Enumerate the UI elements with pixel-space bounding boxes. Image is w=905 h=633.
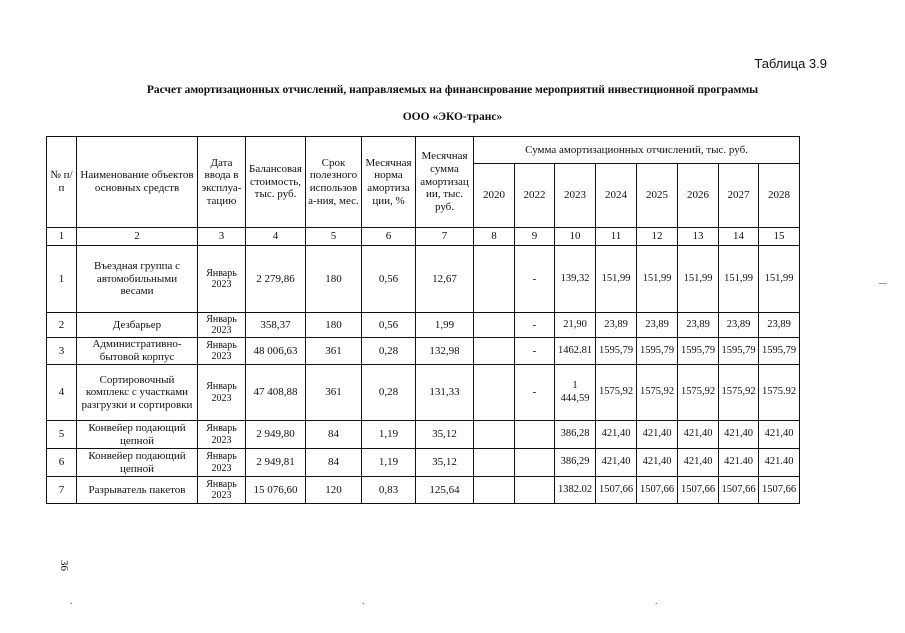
cell-term: 84 <box>306 449 362 477</box>
cell-monthly: 132,98 <box>416 338 474 365</box>
cell-y2025: 23,89 <box>637 313 678 338</box>
cell-y2025: 421,40 <box>637 421 678 449</box>
header-sum-group: Сумма амортизационных отчислений, тыс. руб. <box>474 137 800 164</box>
table-row <box>47 477 800 504</box>
cell-y2026: 421,40 <box>678 421 719 449</box>
cell-y2025: 1595,79 <box>637 338 678 365</box>
cell-date: Январь 2023 <box>198 365 246 421</box>
column-number: 2 <box>77 228 198 246</box>
cell-date: Январь 2023 <box>198 449 246 477</box>
cell-balance: 2 279,86 <box>246 246 306 313</box>
column-number: 14 <box>719 228 759 246</box>
cell-y2025: 151,99 <box>637 246 678 313</box>
cell-y2022: - <box>515 338 555 365</box>
cell-y2028: 151,99 <box>759 246 800 313</box>
cell-rate: 0,28 <box>362 338 416 365</box>
cell-y2020 <box>474 338 515 365</box>
cell-num: 5 <box>47 421 77 449</box>
header-year: 2020 <box>474 164 515 228</box>
cell-y2026: 1575,92 <box>678 365 719 421</box>
cell-y2024: 421,40 <box>596 421 637 449</box>
company-name: ООО «ЭКО-транс» <box>402 111 503 123</box>
cell-y2020 <box>474 313 515 338</box>
cell-y2028: 1575.92 <box>759 365 800 421</box>
cell-y2023: 1 444,59 <box>555 365 596 421</box>
scan-mark <box>879 283 887 284</box>
header-date: Дата ввода в эксплуа-тацию <box>198 137 246 228</box>
cell-num: 4 <box>47 365 77 421</box>
depreciation-table <box>46 136 800 504</box>
cell-y2022 <box>515 421 555 449</box>
cell-name: Дезбарьер <box>77 313 198 338</box>
cell-y2024: 151,99 <box>596 246 637 313</box>
cell-y2023: 1382.02 <box>555 477 596 504</box>
cell-balance: 15 076,60 <box>246 477 306 504</box>
cell-y2028: 1595,79 <box>759 338 800 365</box>
cell-monthly: 1,99 <box>416 313 474 338</box>
cell-y2026: 1595,79 <box>678 338 719 365</box>
cell-rate: 0,56 <box>362 313 416 338</box>
column-number: 7 <box>416 228 474 246</box>
cell-term: 84 <box>306 421 362 449</box>
cell-rate: 1,19 <box>362 421 416 449</box>
cell-term: 361 <box>306 338 362 365</box>
cell-balance: 2 949,81 <box>246 449 306 477</box>
cell-name: Административно-бытовой корпус <box>77 338 198 365</box>
cell-y2023: 1462.81 <box>555 338 596 365</box>
cell-y2024: 23,89 <box>596 313 637 338</box>
cell-y2028: 421.40 <box>759 449 800 477</box>
header-term: Срок полезного использов а-ния, мес. <box>306 137 362 228</box>
cell-name: Сортировочный комплекс с участками разгрузки и сортировки <box>77 365 198 421</box>
column-number: 1 <box>47 228 77 246</box>
column-number: 9 <box>515 228 555 246</box>
cell-balance: 2 949,80 <box>246 421 306 449</box>
cell-monthly: 125,64 <box>416 477 474 504</box>
cell-y2020 <box>474 246 515 313</box>
cell-term: 180 <box>306 313 362 338</box>
scan-dot: . <box>362 596 365 607</box>
cell-num: 6 <box>47 449 77 477</box>
cell-name: Въездная группа с автомобильными весами <box>77 246 198 313</box>
cell-date: Январь 2023 <box>198 246 246 313</box>
column-number-row <box>47 228 800 246</box>
column-number: 6 <box>362 228 416 246</box>
page-number: 36 <box>58 560 70 571</box>
cell-y2022 <box>515 449 555 477</box>
cell-y2022: - <box>515 365 555 421</box>
document-title: Расчет амортизационных отчислений, направляемых на финансирование мероприятий инвестиционной программы <box>146 84 759 96</box>
cell-y2025: 421,40 <box>637 449 678 477</box>
cell-y2027: 421.40 <box>719 449 759 477</box>
cell-y2024: 1575,92 <box>596 365 637 421</box>
cell-rate: 1,19 <box>362 449 416 477</box>
cell-y2020 <box>474 449 515 477</box>
cell-y2024: 421,40 <box>596 449 637 477</box>
table-row <box>47 313 800 338</box>
cell-y2028: 23,89 <box>759 313 800 338</box>
cell-y2020 <box>474 365 515 421</box>
column-number: 12 <box>637 228 678 246</box>
scan-dot: . <box>70 596 73 607</box>
cell-balance: 358,37 <box>246 313 306 338</box>
cell-y2023: 386,29 <box>555 449 596 477</box>
cell-term: 361 <box>306 365 362 421</box>
header-year: 2026 <box>678 164 719 228</box>
header-year: 2027 <box>719 164 759 228</box>
cell-y2027: 1595,79 <box>719 338 759 365</box>
column-number: 3 <box>198 228 246 246</box>
cell-y2026: 421,40 <box>678 449 719 477</box>
column-number: 8 <box>474 228 515 246</box>
cell-rate: 0,83 <box>362 477 416 504</box>
cell-balance: 47 408,88 <box>246 365 306 421</box>
cell-monthly: 35,12 <box>416 449 474 477</box>
table-row <box>47 338 800 365</box>
header-year: 2025 <box>637 164 678 228</box>
cell-y2028: 421,40 <box>759 421 800 449</box>
cell-y2025: 1575,92 <box>637 365 678 421</box>
column-number: 4 <box>246 228 306 246</box>
cell-y2024: 1595,79 <box>596 338 637 365</box>
cell-date: Январь 2023 <box>198 338 246 365</box>
cell-num: 1 <box>47 246 77 313</box>
cell-term: 180 <box>306 246 362 313</box>
cell-monthly: 131,33 <box>416 365 474 421</box>
cell-y2023: 139,32 <box>555 246 596 313</box>
header-num: № п/п <box>47 137 77 228</box>
cell-y2027: 1507,66 <box>719 477 759 504</box>
table-row <box>47 365 800 421</box>
cell-date: Январь 2023 <box>198 477 246 504</box>
header-year: 2022 <box>515 164 555 228</box>
cell-date: Январь 2023 <box>198 421 246 449</box>
cell-y2026: 151,99 <box>678 246 719 313</box>
cell-name: Конвейер подающий цепной <box>77 449 198 477</box>
table-label: Таблица 3.9 <box>754 56 827 71</box>
header-year: 2023 <box>555 164 596 228</box>
header-rate: Месячная норма амортиза ции, % <box>362 137 416 228</box>
column-number: 11 <box>596 228 637 246</box>
header-year: 2024 <box>596 164 637 228</box>
cell-num: 7 <box>47 477 77 504</box>
cell-y2027: 23,89 <box>719 313 759 338</box>
header-name: Наименование объектов основных средств <box>77 137 198 228</box>
column-number: 13 <box>678 228 719 246</box>
cell-y2026: 1507,66 <box>678 477 719 504</box>
cell-num: 3 <box>47 338 77 365</box>
column-number: 5 <box>306 228 362 246</box>
cell-rate: 0,56 <box>362 246 416 313</box>
cell-num: 2 <box>47 313 77 338</box>
cell-y2020 <box>474 421 515 449</box>
cell-y2026: 23,89 <box>678 313 719 338</box>
cell-y2023: 386,28 <box>555 421 596 449</box>
scan-dot: . <box>655 596 658 607</box>
cell-balance: 48 006,63 <box>246 338 306 365</box>
cell-y2027: 1575,92 <box>719 365 759 421</box>
table-row <box>47 449 800 477</box>
cell-date: Январь 2023 <box>198 313 246 338</box>
cell-y2027: 151,99 <box>719 246 759 313</box>
header-year: 2028 <box>759 164 800 228</box>
cell-y2024: 1507,66 <box>596 477 637 504</box>
cell-monthly: 12,67 <box>416 246 474 313</box>
cell-y2022: - <box>515 246 555 313</box>
column-number: 10 <box>555 228 596 246</box>
cell-y2028: 1507,66 <box>759 477 800 504</box>
cell-name: Разрыватель пакетов <box>77 477 198 504</box>
cell-y2023: 21,90 <box>555 313 596 338</box>
cell-term: 120 <box>306 477 362 504</box>
cell-y2022 <box>515 477 555 504</box>
column-number: 15 <box>759 228 800 246</box>
header-balance: Балансовая стоимость, тыс. руб. <box>246 137 306 228</box>
cell-y2027: 421,40 <box>719 421 759 449</box>
table-row <box>47 246 800 313</box>
cell-y2025: 1507,66 <box>637 477 678 504</box>
cell-y2020 <box>474 477 515 504</box>
cell-name: Конвейер подающий цепной <box>77 421 198 449</box>
cell-monthly: 35,12 <box>416 421 474 449</box>
cell-rate: 0,28 <box>362 365 416 421</box>
cell-y2022: - <box>515 313 555 338</box>
table-row <box>47 421 800 449</box>
header-monthly: Месячная сумма амортизац ии, тыс. руб. <box>416 137 474 228</box>
